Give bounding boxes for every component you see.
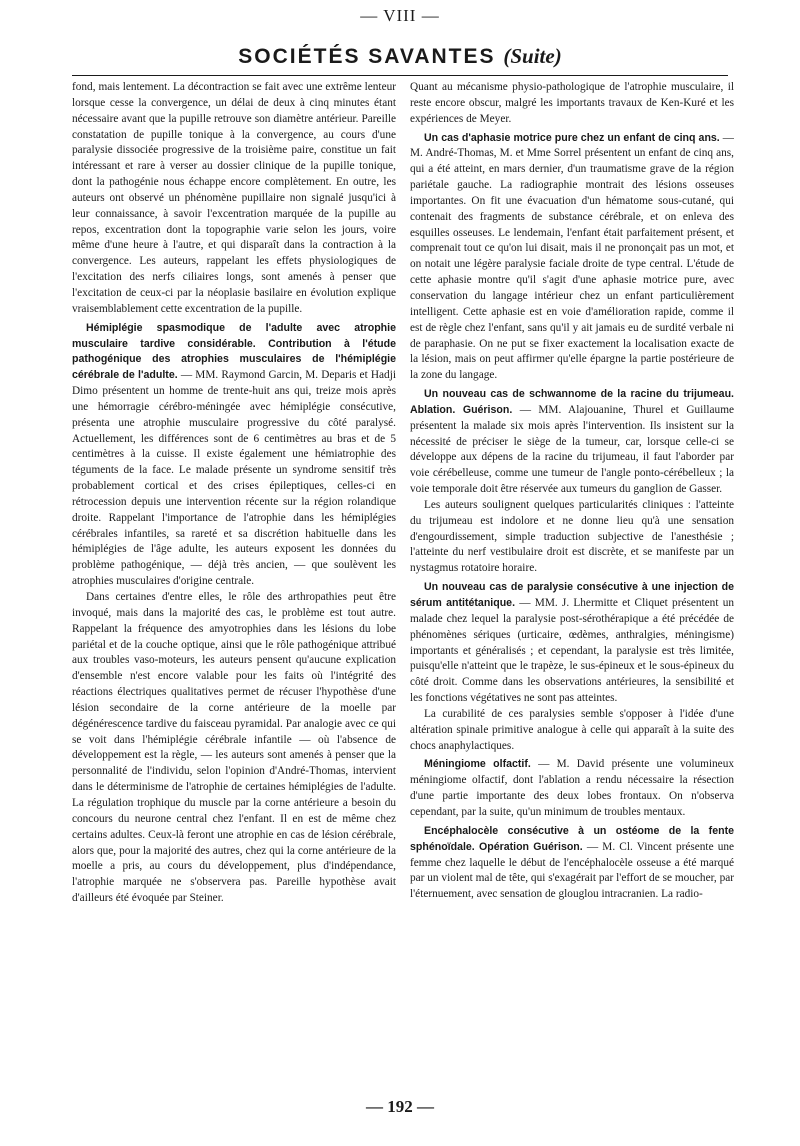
article-body: présentent un malade chez lequel la paralysie post-sérothérapique a été précédée de phénomènes sériques (urticaire, œdèmes, anthralgies, méningisme) importants et généralisés ; et cependant, la paralysie est très limitée, puisqu'elle n'atteint que le trapèze, le sus-épineux et le sous-épineux du côté droit. Comme dans les observations antérieures, la sensibilité et les fonctions végétatives ne sont pas atteintes. <box>410 597 734 705</box>
page-number: — 192 — <box>366 1097 434 1116</box>
paragraph-curabilite: La curabilité de ces paralysies semble s'opposer à l'idée d'une altération spinale primitive analogue à celle qui apparaît à la suite des chocs anaphylactiques. <box>410 707 734 752</box>
article-body: présente une femme chez laquelle le début de l'encéphalocèle osseuse a été marqué par un violent mal de tête, qui s'exagérait par l'effort de se moucher, par l'éternuement, avec sensation de glouglou intracranien. La radio- <box>410 840 734 901</box>
paragraph-mecanisme: Quant au mécanisme physio-pathologique de l'atrophie musculaire, il reste encore obscur, malgré les importants travaux de Ken-Kuré et les expériences de Meyer. <box>410 81 734 125</box>
article-body: présente une volumineux méningiome olfactif, dont l'ablation a rendu nécessaire la résection d'une partie importante des deux lobes frontaux. On n'observa cependant, par la suite, qu'un minimum de troubles mentaux. <box>410 758 734 818</box>
article-aphasie <box>410 131 734 385</box>
article-heading: Un nouveau cas de schwannome de la racine du trijumeau. Ablation. Guérison. <box>410 388 734 416</box>
section-title <box>0 44 800 69</box>
article-authors: — MM. Alajouanine, Thurel et Guillaume <box>519 403 734 416</box>
right-column <box>410 80 734 1105</box>
article-heading: Méningiome olfactif. <box>424 758 531 771</box>
article-heading: Encéphalocèle consécutive à un ostéome de la fente sphénoïdale. Opération Guérison. <box>410 824 734 853</box>
left-column <box>72 80 396 1105</box>
paragraph-arthropathies: Dans certaines d'entre elles, le rôle des arthropathies peut être invoqué, mais dans la majorité des cas, le problème est tout autre. Rappelant la fréquence des amyotrophies dans les lésions du lobe pariétal et de la couche optique, ainsi que le rôle pathogénique attribué aux troubles vaso-moteurs, les auteurs pensent qu'aucune explication d'ensemble n'est encore valable pour les faits où l'intégrité des réactions électriques qualitatives permet de récuser l'hypothèse d'une lésion secondaire de la corne antérieure de la moelle par dégénérescence tardive du faisceau pyramidal. Par analogie avec ce qui se voit dans l'hémiplégie cérébrale infantile — où l'absence de développement est la règle, — les auteurs sont amenés à penser que la personnalité de l'individu, selon l'opinion d'André-Thomas, intervient dans le déterminisme de l'atrophie de certaines hémiplégies de l'adulte. La régulation trophique du muscle par la corne antérieure a besoin du concours du neurone central chez l'enfant. Il en est de même chez certains adultes. Ceux-là feront une atrophie en cas de lésion cérébrale, alors que, pour la majorité des autres, chez qui la corne antérieure de la moelle a pris, au cours du développement, plus d'indépendance, l'atrophie marquée ne s'observera pas. Pareille hypothèse avait d'ailleurs été évoquée par Steiner. <box>72 591 396 905</box>
article-body: présentent un enfant de cinq ans, qui a été atteint, en mars dernier, d'un traumatisme grave de la région pariétale gauche. La radiographie montrait des lésions osseuses importantes. On fit une évacuation d'un hématome sous-cutané, qui contenait des fragments de substance cérébrale, et on enleva des esquilles osseuses. Le lendemain, l'enfant était parfaitement présent, et comprenait tout ce qu'on lui disait, mais il ne prononçait pas un mot, et on notait une légère paralysie faciale droite de type central. L'étude de cette aphasie montre qu'il s'agit d'une aphasie motrice pure, avec conservation du langage intérieur chez un enfant particulièrement intelligent. Cette aphasie est en voie d'amélioration rapide, comme il est de règle chez l'enfant, sans qu'il y ait jamais eu de surdité verbale ni de paraphasie. On ne put se fixer exactement la localisation exacte de la lésion, mais on peut affirmer qu'elle épargne la partie postérieure de la zone du langage. <box>410 147 734 382</box>
page-roman-numeral: — VIII — <box>360 6 440 25</box>
article-body: présentent la malade six mois après l'intervention. Ils insistent sur la nécessité de préciser le siège de la tumeur, car, lorsque celle-ci se développe aux dépens de la racine du trijumeau, il faut l'aborder par voie cérébelleuse, comme une tumeur de l'angle ponto-cérébelleux ; la voie temporale doit être réservée aux tumeurs du ganglion de Gasser. <box>410 419 734 496</box>
article-encephalocele <box>410 824 734 903</box>
article-authors: — M. André-Thomas, M. et Mme Sorrel <box>410 131 734 160</box>
article-paralysie-serum <box>410 580 734 707</box>
article-body: présentent un homme de trente-huit ans qui, treize mois après une hémorragie cérébro-méningée avec hémiplégie consécutive, présenta une atrophie musculaire progressive du côté paralysé. Actuellement, les différences sont de 6 centimètres au bras et de 5 centimètres à la cuisse. Il existe également une hémiatrophie des téguments de la face. Le malade présente un syndrome sensitif très probablement cortical et des crises épileptiques, celles-ci en rétrocession depuis une intervention récente sur la région rolandique droite. Rappelant l'importance de l'atrophie dans les hémiplégies cérébrales infantiles, sa rareté et sa discrétion habituelle dans les hémiplégies de l'âge adulte, les auteurs exposent les données du problème pathogénique, — déjà très ancien, — que soulèvent les atrophies musculaires d'origine centrale. <box>72 385 396 588</box>
article-heading: Hémiplégie spasmodique de l'adulte avec atrophie musculaire tardive considérable. Contribution à l'étude pathogénique des atrophies musculaires de l'hémiplégie cérébrale de l'adulte. <box>72 321 396 382</box>
article-hemiplegie <box>72 321 396 590</box>
section-title-suffix: (Suite) <box>503 44 562 68</box>
article-authors: — MM. Raymond Garcin, M. Deparis et Hadji Dimo <box>72 369 396 398</box>
article-heading: Un nouveau cas de paralysie consécutive à une injection de sérum antitétanique. <box>410 581 734 609</box>
header-rule <box>72 75 728 76</box>
article-authors: — M. Cl. Vincent <box>586 840 672 853</box>
section-title-text: SOCIÉTÉS SAVANTES <box>238 45 496 68</box>
article-schwannome <box>410 387 734 498</box>
article-heading: Un cas d'aphasie motrice pure chez un enfant de cinq ans. <box>424 131 720 144</box>
paragraph-particularites: Les auteurs soulignent quelques particularités cliniques : l'atteinte du trijumeau est indolore et ne donne lieu qu'à une sensation d'engourdissement, simple traduction subjective de l'anesthésie ; l'atteinte du nerf vestibulaire droit est discrète, et se manifeste par un nystagmus rotatoire horaire. <box>410 498 734 575</box>
paragraph-pupil-excentration: fond, mais lentement. La décontraction se fait avec une extrême lenteur lorsque cesse la convergence, un délai de deux à cinq minutes étant nécessaire avant que la pupille retrouve son diamètre antérieur. Pareille constatation de pupille tonique à la convergence, au cours d'une paralysie dissociée progressive de la troisième paire, constitue un fait intéressant et rare à verser au dossier clinique de la pupille tonique, dont la pathogénie nous échappe encore complètement. En outre, les auteurs ont observé un phénomène pupillaire non signalé jusqu'ici à leur connaissance, à savoir l'excentration marquée de la pupille au repos, excentration dont la topographie varie selon les jours, voire même d'une heure à l'autre, et qui disparaît dans la contraction à la convergence. Les auteurs, rappelant les effets physiologiques de l'excitation des nerfs ciliaires longs, sont amenés à penser que l'excitation de ceux-ci par la néoplasie basilaire en évolution explique vraisemblablement cette excentration de la pupille. <box>72 81 396 315</box>
article-meningiome <box>410 757 734 820</box>
article-authors: — MM. J. Lhermitte et Cliquet <box>519 597 668 609</box>
article-authors: — M. David <box>538 758 605 771</box>
